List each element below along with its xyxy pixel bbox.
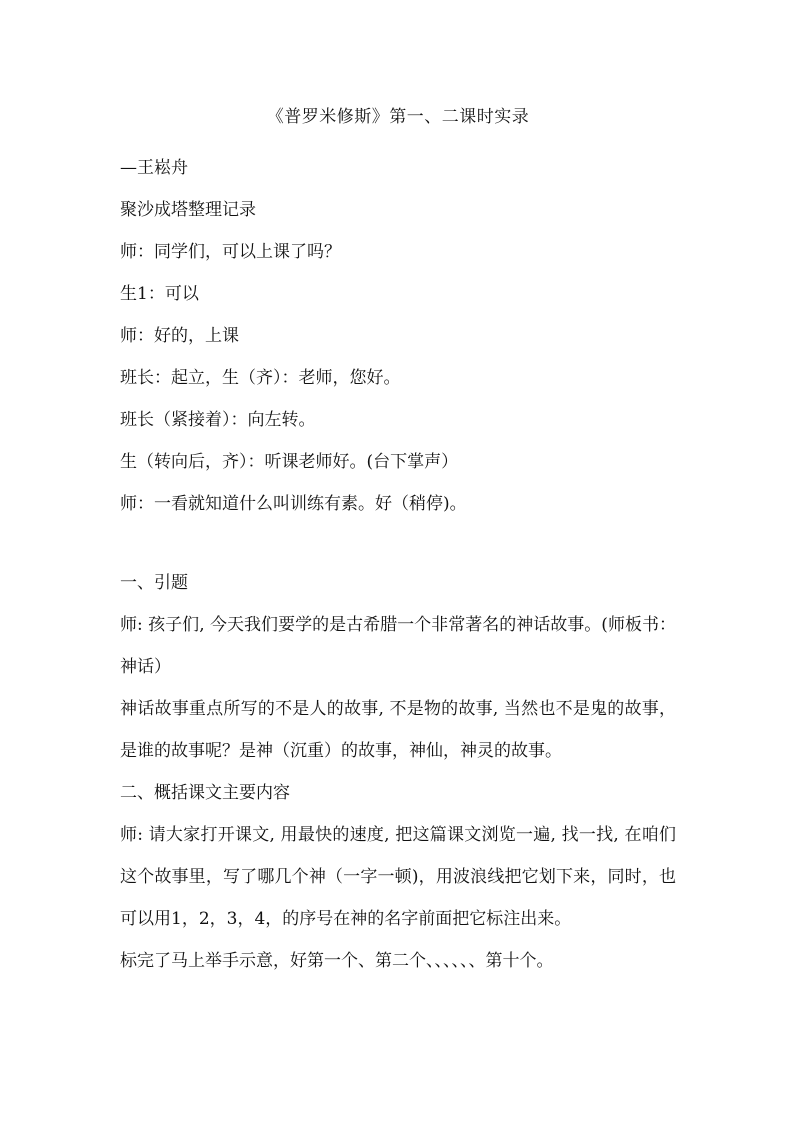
paragraph: 神话故事重点所写的不是人的故事, 不是物的故事, 当然也不是鬼的故事，是谁的故事呢？是神（沉重）的故事，神仙，神灵的故事。 <box>120 699 676 761</box>
dialogue-line: 班长（紧接着）：向左转。 <box>120 410 316 430</box>
document-title: 《普罗米修斯》第一、二课时实录 <box>266 107 530 127</box>
section-heading: 二、概括课文主要内容 <box>120 783 290 803</box>
paragraph: 师: 孩子们, 今天我们要学的是古希腊一个非常著名的神话故事。(师板书：神话） <box>120 615 676 677</box>
dialogue-line: 班长：起立，生（齐）：老师，您好。 <box>120 368 401 388</box>
document-body <box>120 104 676 982</box>
dialogue-line: 生1：可以 <box>120 284 199 304</box>
dialogue-line: 生（转向后，齐）：听课老师好。(台下掌声） <box>120 452 459 472</box>
blank-line <box>120 525 676 562</box>
recorder-line: 聚沙成塔整理记录 <box>120 200 256 220</box>
dialogue-line: 师：好的，上课 <box>120 326 239 346</box>
paragraph: 标完了马上举手示意，好第一个、第二个、、、、、、第十个。 <box>120 951 554 971</box>
dialogue-line: 师：一看就知道什么叫训练有素。好（稍停)。 <box>120 494 467 514</box>
dialogue-line: 师：同学们，可以上课了吗？ <box>120 242 341 262</box>
paragraph: 师: 请大家打开课文, 用最快的速度, 把这篇课文浏览一遍, 找一找, 在咱们这个故事里，写了哪几个神（一字一顿)，用波浪线把它划下来，同时，也可以用1，2，3，4，的序号在神的名字前面把它标注出来。 <box>120 825 676 929</box>
section-heading: 一、引题 <box>120 573 188 593</box>
author-line: —王崧舟 <box>120 158 188 178</box>
